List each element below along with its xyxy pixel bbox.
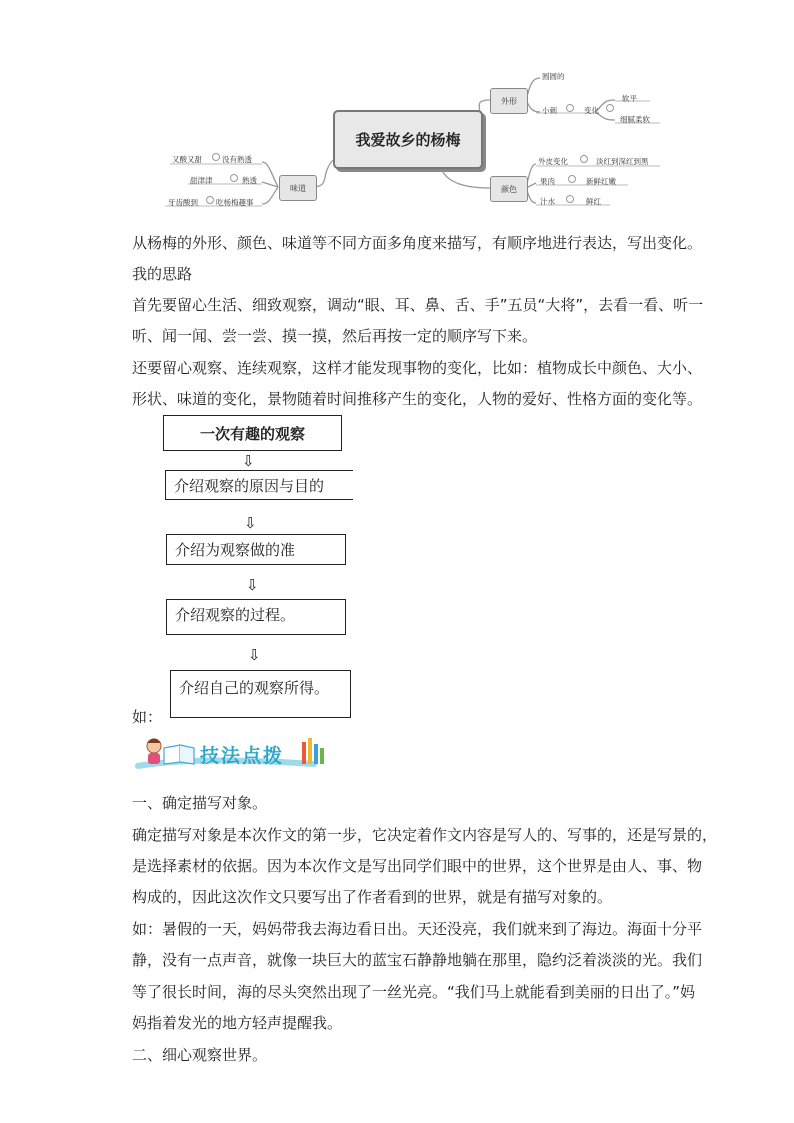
node-dot: [566, 104, 574, 112]
branch-shape: 外形: [490, 88, 528, 114]
example-line: 如：暑假的一天，妈妈带我去海边看日出。天还没亮，我们就来到了海边。海面十分平: [132, 920, 703, 938]
intro-paragraph: 从杨梅的外形、颜色、味道等不同方面多角度来描写，有顺序地进行表达，写出变化。: [132, 234, 703, 252]
taste-anecdote: 吃杨梅趣事: [216, 198, 254, 207]
color-flesh: 果肉: [540, 177, 555, 186]
mind-map-center: 我爱故乡的杨梅: [333, 110, 483, 169]
color-juice: 汁水: [540, 197, 555, 206]
node-dot: [206, 196, 214, 204]
paragraph-line: 形状、味道的变化，景物随着时间推移产生的变化，人物的爱好、性格方面的变化等。: [132, 390, 703, 408]
node-dot: [568, 175, 576, 183]
example-line: 妈指着发光的地方轻声提醒我。: [132, 1014, 343, 1032]
down-arrow-icon: ⇩: [244, 514, 257, 532]
node-dot: [212, 153, 220, 161]
taste-teeth: 牙齿酸到: [168, 198, 198, 207]
paragraph-line: 听、闻一闻、尝一尝、摸一摸，然后再按一定的顺序写下来。: [132, 327, 538, 345]
section-heading-1: 一、确定描写对象。: [132, 794, 268, 812]
my-thoughts-heading: 我的思路: [132, 265, 193, 283]
color-skin-value: 淡红到深红到黑: [596, 157, 649, 166]
node-dot: [230, 174, 238, 182]
paragraph-line: 构成的，因此这次作文只要写出了作者看到的世界，就是有描写对象的。: [132, 888, 613, 906]
example-line: 静，没有一点声音，就像一块巨大的蓝宝石静静地躺在那里，隐约泛着淡淡的光。我们: [132, 951, 703, 969]
flow-step-1: 介绍观察的原因与目的: [165, 470, 353, 500]
branch-taste: 味道: [279, 175, 317, 201]
down-arrow-icon: ⇩: [242, 452, 255, 470]
taste-sour-sweet: 又酸又甜: [172, 155, 202, 164]
node-dot: [606, 104, 614, 112]
shape-delicate: 细腻柔软: [620, 115, 650, 124]
example-label: 如：: [132, 708, 163, 726]
shape-thorn: 小刺: [542, 106, 557, 115]
color-skin: 外皮变化: [538, 157, 568, 166]
shape-change: 变化: [584, 106, 599, 115]
taste-ripe: 熟透: [242, 176, 257, 185]
shape-soft: 软平: [622, 94, 637, 103]
branch-color: 颜色: [490, 176, 528, 202]
flow-step-3: 介绍观察的过程。: [166, 599, 346, 635]
flow-title: 一次有趣的观察: [163, 415, 342, 451]
paragraph-line: 是选择素材的依据。因为本次作文是写出同学们眼中的世界，这个世界是由人、事、物: [132, 857, 703, 875]
example-line: 等了很长时间，海的尽头突然出现了一丝光亮。“我们马上就能看到美丽的日出了。”妈: [132, 983, 696, 1001]
flow-step-2: 介绍为观察做的准: [166, 534, 346, 565]
paragraph-line: 首先要留心生活、细致观察，调动“眼、耳、鼻、舌、手”五员“大将”，去看一看、听一: [132, 296, 704, 314]
banner-title: 技法点拨: [200, 745, 285, 767]
taste-sweet: 甜津津: [190, 176, 213, 185]
down-arrow-icon: ⇩: [246, 576, 259, 594]
node-dot: [580, 155, 588, 163]
node-dot: [566, 195, 574, 203]
section-heading-2: 二、细心观察世界。: [132, 1046, 268, 1064]
shape-round: 圆圆的: [542, 72, 565, 81]
flow-step-4: 介绍自己的观察所得。: [170, 670, 351, 718]
down-arrow-icon: ⇩: [248, 646, 261, 664]
taste-unripe: 没有熟透: [222, 155, 252, 164]
paragraph-line: 还要留心观察、连续观察，这样才能发现事物的变化，比如：植物成长中颜色、大小、: [132, 359, 703, 377]
color-juice-value: 鲜红: [586, 197, 601, 206]
color-flesh-value: 新鲜红嫩: [586, 177, 616, 186]
paragraph-line: 确定描写对象是本次作文的第一步，它决定着作文内容是写人的、写事的，还是写景的，: [132, 826, 718, 844]
